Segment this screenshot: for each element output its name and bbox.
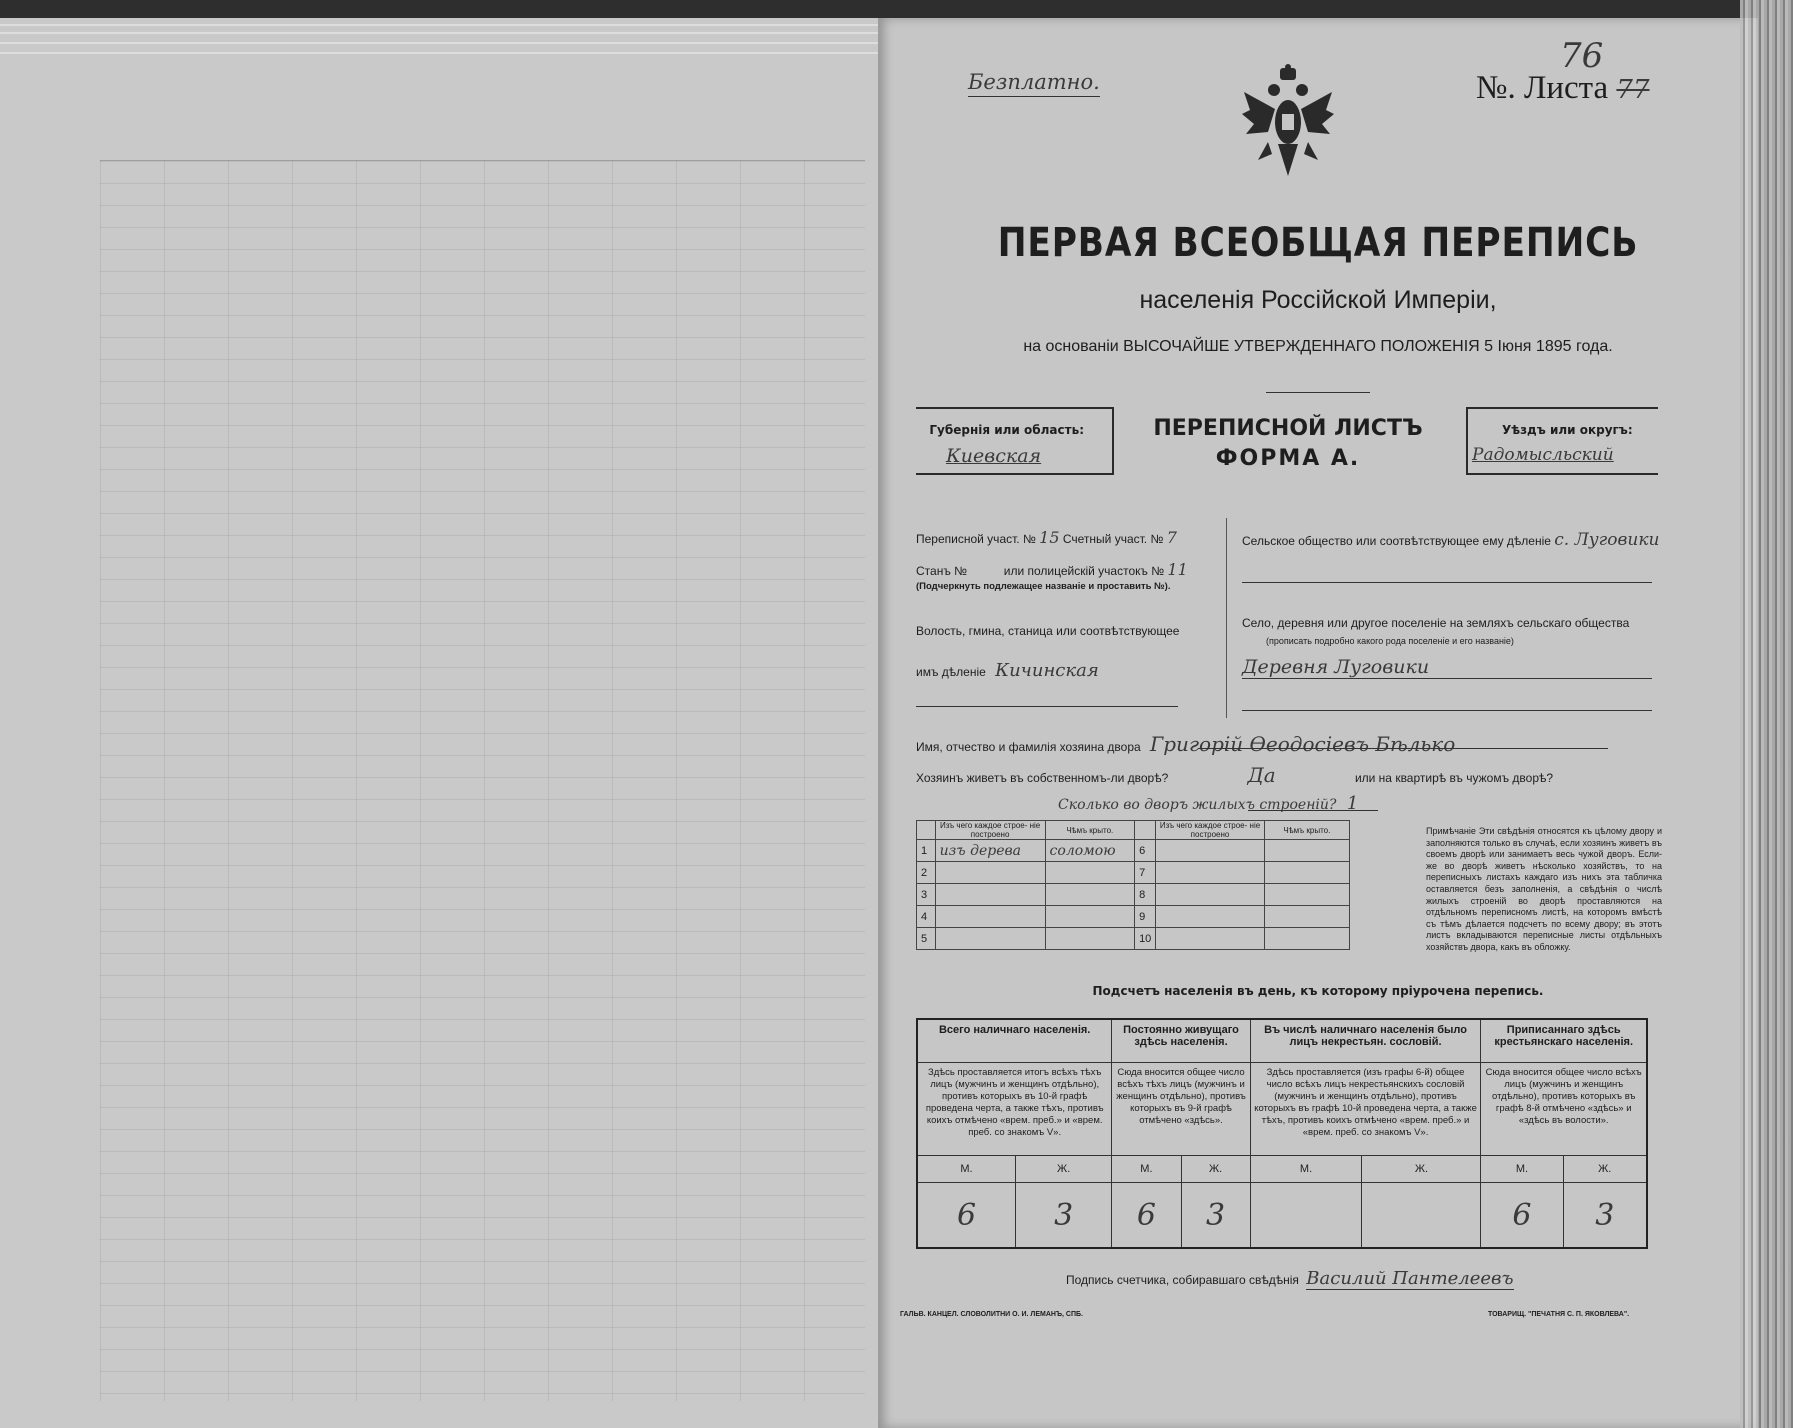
counting-district-value: 7 [1166,528,1177,547]
rented-label: или на квартирѣ въ чужомъ дворѣ? [1354,771,1554,785]
stan-note: (Подчеркнуть подлежащее названіе и проставить №). [916,581,1171,592]
row-number: 9 [1135,906,1156,928]
own-yard-row [916,763,1553,787]
census-basis-line: на основаніи ВЫСОЧАЙШЕ УТВЕРЖДЕННАГО ПОЛОЖЕНІЯ 5 Іюня 1895 года. [1023,338,1613,355]
faint-show-through-grid [100,160,865,1401]
material-cell [1156,862,1264,884]
printer-right: ТОВАРИЩ. "ПЕЧАТНЯ С. П. ЯКОВЛЕВА". [1488,1311,1630,1318]
female-label: Ж. [1563,1156,1647,1183]
signature-row [1066,1268,1514,1289]
row-number: 10 [1135,928,1156,950]
material-cell [1156,840,1264,862]
village-note: (прописать подробно какого рода поселеніе и его названіе) [1266,636,1514,646]
volost-label-1: Волость, гмина, станица или соотвѣтствующее [916,624,1180,638]
owner-row [916,732,1455,756]
row-number: 2 [917,862,936,884]
male-label: М. [1481,1156,1563,1183]
buildings-note: Примѣчаніе Эти свѣдѣнія относятся къ цѣлому двору и заполняются только въ случаѣ, если хозяинъ живетъ въ своемъ дворѣ или занимаетъ весь чужой дворъ. Если-же во дворѣ живетъ нѣсколько хозяйствъ, то на переписныхъ листахъ каждаго изъ нихъ эта табличка оставляется безъ заполненія, а свѣдѣнія о числѣ жилыхъ строеній во дворѣ проставляются на отдѣльномъ переписномъ листѣ, на которомъ вмѣстѣ съ тѣмъ дѣлается подсчетъ по всему двору; въ этотъ листъ вкладываются переписные листы отдѣльныхъ хозяйствъ двора, какъ въ обложку. [1426,826,1662,952]
left-page [0,18,882,1428]
society-row [1242,530,1659,550]
material-cell [935,906,1045,928]
form-subtitle: ФОРМА А. [1215,446,1361,471]
row-number: 8 [1135,884,1156,906]
row-number: 5 [917,928,936,950]
signature-label: Подпись счетчика, собиравшаго свѣдѣнія [1066,1273,1299,1287]
row-number: 1 [917,840,936,862]
totals-heading: Подсчетъ населенія въ день, къ которому пріурочена перепись. [1092,984,1544,998]
roof-cell [1264,862,1349,884]
owner-label: Имя, отчество и фамилія хозяина двора [916,740,1141,754]
female-count: 3 [1015,1183,1111,1249]
stan-label: Станъ № [916,564,968,578]
roof-cell [1264,928,1349,950]
ornament-divider [1266,392,1370,393]
roof-cell [1264,840,1349,862]
uezd-label: Уѣздъ или округъ: [1502,423,1633,437]
male-count: 6 [1481,1183,1563,1249]
table-row [917,884,1350,906]
material-cell [1156,928,1264,950]
sheet-number-new: 76 [1560,36,1604,76]
male-label: М. [1250,1156,1362,1183]
signature-value: Василий Пантелеевъ [1306,1268,1514,1289]
female-label: Ж. [1015,1156,1111,1183]
form-title: ПЕРЕПИСНОЙ ЛИСТЪ [1153,416,1423,441]
village-label: Село, деревня или другое поселеніе на земляхъ сельскаго общества [1242,616,1630,630]
guberniya-label: Губернія или область: [929,423,1084,437]
table-row [917,840,1350,862]
owner-value: Григорій Өеодосіевъ Бѣлько [1150,732,1456,756]
stacked-page-edges [1740,0,1793,1428]
material-cell [1156,906,1264,928]
row-number: 4 [917,906,936,928]
census-district-row [916,528,1177,547]
totals-col-desc: Здѣсь проставляется (изъ графы 6-й) общее число всѣхъ лицъ некрестьянскихъ сословій (мужчинъ и женщинъ отдѣльно), противъ которыхъ въ графѣ 10-й проведена черта, а также тѣхъ, противъ коихъ отмѣчено «врем. преб.» и «врем. преб. со знакомъ V». [1250,1063,1481,1156]
table-row [917,862,1350,884]
totals-col-desc: Сюда вносится общее число всѣхъ тѣхъ лицъ (мужчинъ и женщинъ отдѣльно), противъ которыхъ въ 9-й графѣ отмѣчено «здѣсь». [1112,1063,1250,1156]
counting-district-label: Счетный участ. № [1062,532,1164,546]
col-material: Изъ чего каждое строе- ніе построено [935,821,1045,840]
female-label: Ж. [1362,1156,1481,1183]
volost-value: Кичинская [995,660,1099,681]
printer-left: ГАЛЬВ. КАНЦЕЛ. СЛОВОЛИТНИ О. И. ЛЕМАНЪ, СПБ. [900,1311,1083,1318]
row-number: 6 [1135,840,1156,862]
male-label: М. [1112,1156,1181,1183]
buildings-count-value: 1 [1346,793,1359,814]
roof-cell [1045,862,1135,884]
totals-col-title: Приписаннаго здѣсь крестьянскаго населенія. [1481,1019,1647,1063]
material-cell [935,884,1045,906]
col-roof-2: Чѣмъ крыто. [1264,821,1349,840]
material-cell [1156,884,1264,906]
table-row [917,906,1350,928]
totals-col-desc: Здѣсь проставляется итогъ всѣхъ тѣхъ лицъ (мужчинъ и женщинъ отдѣльно), противъ которыхъ въ 10-й графѣ проведена черта, а также тѣхъ, противъ коихъ отмѣчено «врем. преб.» и «врем. преб. со знакомъ V». [917,1063,1112,1156]
male-count: 6 [1112,1183,1181,1249]
female-label: Ж. [1181,1156,1250,1183]
own-yard-label: Хозяинъ живетъ въ собственномъ-ли дворѣ? [916,771,1169,785]
census-district-label: Переписной участ. № [916,532,1036,546]
roof-cell [1264,906,1349,928]
roof-cell: соломою [1045,840,1135,862]
col-roof: Чѣмъ крыто. [1045,821,1135,840]
uezd-box [1466,407,1658,475]
material-cell [935,928,1045,950]
roof-cell [1045,884,1135,906]
guberniya-box [916,407,1114,475]
material-cell [935,862,1045,884]
totals-col-desc: Сюда вносится общее число всѣхъ лицъ (мужчинъ и женщинъ отдѣльно), противъ которыхъ въ графѣ 8-й отмѣчено «здѣсь» и «здѣсь въ волости». [1481,1063,1647,1156]
col-material-2: Изъ чего каждое строе- ніе построено [1156,821,1264,840]
police-district-label: или полицейскій участокъ № [1003,564,1165,578]
male-label: М. [917,1156,1015,1183]
column-divider [1226,518,1227,718]
uezd-value: Радомысльский [1472,445,1614,465]
buildings-table [916,820,1350,950]
buildings-count-label: Сколько во дворъ жилыхъ строеній? [1058,797,1337,813]
society-label: Сельское общество или соотвѣтствующее ему дѣленіе [1242,534,1551,548]
census-subtitle: населенія Россійской Имперіи, [1139,286,1497,314]
roof-cell [1045,928,1135,950]
totals-col-title: Постоянно живущаго здѣсь населенія. [1112,1019,1250,1063]
female-count: 3 [1181,1183,1250,1249]
sheet-number-old: 77 [1616,75,1650,105]
sheet-number-label: №. Листа [1476,70,1609,106]
female-count: 3 [1563,1183,1647,1249]
census-main-title: ПЕРВАЯ ВСЕОБЩАЯ ПЕРЕПИСЬ [997,220,1639,266]
female-count [1362,1183,1481,1249]
society-value: с. Луговики [1554,530,1660,550]
row-number: 7 [1135,862,1156,884]
own-yard-value: Да [1247,763,1276,787]
guberniya-value: Киевская [946,445,1042,467]
male-count [1250,1183,1362,1249]
male-count: 6 [917,1183,1015,1249]
police-district-value: 11 [1167,560,1188,579]
row-number: 3 [917,884,936,906]
table-row [917,928,1350,950]
volost-label-2: имъ дѣленіе [916,665,986,679]
stan-row [916,560,1188,579]
census-district-value: 15 [1039,528,1060,547]
census-form-page [878,18,1758,1428]
totals-col-title: Въ числѣ наличнаго населенія было лицъ некрестьян. сословій. [1250,1019,1481,1063]
material-cell: изъ дерева [935,840,1045,862]
population-totals-table [916,1018,1648,1249]
roof-cell [1045,906,1135,928]
double-headed-eagle-icon [1238,64,1338,184]
volost-row [916,660,1099,681]
village-value: Деревня Луговики [1242,656,1430,678]
free-label: Безплатно. [968,70,1100,97]
totals-col-title: Всего наличнаго населенія. [917,1019,1112,1063]
roof-cell [1264,884,1349,906]
